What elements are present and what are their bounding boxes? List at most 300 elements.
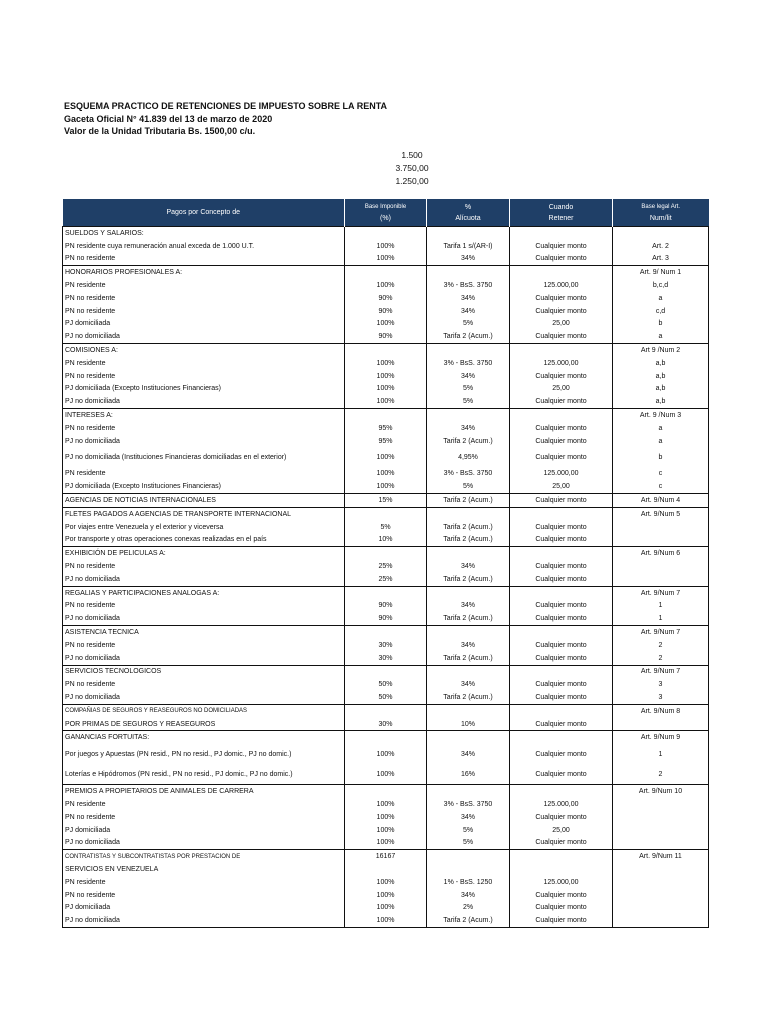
base-legal-cell: Art. 9/Num 7 — [613, 626, 709, 639]
cuando-retener-cell: Cualquier monto — [510, 600, 613, 613]
col-header-concepto: Pagos por Concepto de — [63, 199, 345, 227]
concept-cell: PJ domiciliada (Excepto Instituciones Financieras) — [63, 383, 345, 396]
base-legal-cell — [613, 227, 709, 240]
cuando-retener-cell: 125.000,00 — [510, 798, 613, 811]
alicuota-cell: 34% — [427, 678, 510, 691]
base-legal-cell: Art. 9/Num 9 — [613, 731, 709, 744]
base-cell: 25% — [345, 560, 427, 573]
alicuota-cell: 5% — [427, 383, 510, 396]
cuando-retener-cell: 125.000,00 — [510, 279, 613, 292]
ut-value: 3.750,00 — [395, 163, 429, 173]
base-legal-cell: 1 — [613, 600, 709, 613]
base-cell — [345, 863, 427, 876]
base-cell — [345, 704, 427, 717]
concept-cell: PJ no domiciliada — [63, 395, 345, 408]
base-cell: 100% — [345, 876, 427, 889]
concept-cell: Por viajes entre Venezuela y el exterior y viceversa — [63, 521, 345, 534]
section-row — [63, 850, 709, 863]
base-legal-cell: a,b — [613, 357, 709, 370]
concept-cell: PN no residente — [63, 370, 345, 383]
alicuota-cell: Tarifa 2 (Acum.) — [427, 435, 510, 448]
cuando-retener-cell: Cualquier monto — [510, 639, 613, 652]
table-row — [63, 744, 709, 764]
concept-cell: PN residente — [63, 798, 345, 811]
cuando-retener-cell: 125.000,00 — [510, 468, 613, 481]
base-legal-cell: a — [613, 292, 709, 305]
table-row — [63, 764, 709, 785]
table-row — [63, 395, 709, 408]
concept-cell: PN no residente — [63, 292, 345, 305]
base-legal-cell — [613, 811, 709, 824]
base-cell — [345, 785, 427, 798]
concept-cell: PJ no domiciliada — [63, 573, 345, 586]
alicuota-cell: 34% — [427, 600, 510, 613]
alicuota-cell: Tarifa 2 (Acum.) — [427, 573, 510, 586]
cuando-retener-cell: Cualquier monto — [510, 240, 613, 253]
base-cell — [345, 344, 427, 357]
concept-cell: PN residente cuya remuneración anual exceda de 1.000 U.T. — [63, 240, 345, 253]
alicuota-cell — [427, 227, 510, 240]
alicuota-cell: Tarifa 2 (Acum.) — [427, 914, 510, 927]
table-row — [63, 678, 709, 691]
table-row — [63, 573, 709, 586]
document-header — [64, 100, 387, 138]
base-legal-cell: c — [613, 480, 709, 493]
base-cell: 100% — [345, 798, 427, 811]
alicuota-cell: 34% — [427, 305, 510, 318]
concept-cell: PJ no domiciliada — [63, 612, 345, 625]
base-cell: 100% — [345, 468, 427, 481]
table-row — [63, 357, 709, 370]
cuando-retener-cell: Cualquier monto — [510, 330, 613, 343]
base-legal-cell: Art. 9/Num 5 — [613, 507, 709, 520]
col-header-base: Base Imponible (%) — [345, 199, 427, 227]
base-legal-cell: a,b — [613, 370, 709, 383]
alicuota-cell: 3% - BsS. 3750 — [427, 279, 510, 292]
base-cell — [345, 266, 427, 279]
table-row — [63, 448, 709, 468]
section-row — [63, 507, 709, 520]
concept-cell: PN no residente — [63, 600, 345, 613]
cuando-retener-cell — [510, 547, 613, 560]
base-cell: 90% — [345, 305, 427, 318]
alicuota-cell: Tarifa 2 (Acum.) — [427, 330, 510, 343]
base-legal-cell: 2 — [613, 639, 709, 652]
base-cell — [345, 665, 427, 678]
concept-cell: CONTRATISTAS Y SUBCONTRATISTAS POR PRESTACION DE — [63, 850, 345, 863]
alicuota-cell: 2% — [427, 901, 510, 914]
section-row — [63, 344, 709, 357]
cuando-retener-cell: Cualquier monto — [510, 560, 613, 573]
base-legal-cell — [613, 521, 709, 534]
cuando-retener-cell: Cualquier monto — [510, 494, 613, 508]
base-cell: 100% — [345, 448, 427, 468]
base-cell — [345, 731, 427, 744]
alicuota-cell — [427, 266, 510, 279]
alicuota-cell: 34% — [427, 560, 510, 573]
gaceta-reference: Gaceta Oficial N° 41.839 del 13 de marzo de 2020 — [64, 113, 273, 124]
base-legal-cell: b — [613, 318, 709, 331]
base-legal-cell — [613, 718, 709, 731]
section-row — [63, 266, 709, 279]
cuando-retener-cell — [510, 409, 613, 422]
base-cell — [345, 409, 427, 422]
alicuota-cell: 5% — [427, 318, 510, 331]
base-cell: 15% — [345, 494, 427, 508]
base-cell: 90% — [345, 600, 427, 613]
table-row — [63, 534, 709, 547]
base-legal-cell: a,b — [613, 395, 709, 408]
concept-cell: HONORARIOS PROFESIONALES A: — [63, 266, 345, 279]
table-row — [63, 718, 709, 731]
table-row — [63, 824, 709, 837]
table-row — [63, 798, 709, 811]
section-row — [63, 547, 709, 560]
table-row — [63, 318, 709, 331]
cuando-retener-cell: Cualquier monto — [510, 914, 613, 927]
base-legal-cell — [613, 876, 709, 889]
table-row — [63, 914, 709, 927]
alicuota-cell: 34% — [427, 253, 510, 266]
base-legal-cell: Art. 9/ Num 1 — [613, 266, 709, 279]
table-row — [63, 435, 709, 448]
cuando-retener-cell: Cualquier monto — [510, 889, 613, 902]
base-legal-cell — [613, 889, 709, 902]
alicuota-cell: 3% - BsS. 3750 — [427, 798, 510, 811]
base-cell: 100% — [345, 279, 427, 292]
alicuota-cell: 34% — [427, 889, 510, 902]
base-cell: 100% — [345, 383, 427, 396]
concept-cell: PN no residente — [63, 422, 345, 435]
concept-cell: PJ domiciliada — [63, 824, 345, 837]
alicuota-cell — [427, 409, 510, 422]
concept-cell: PN residente — [63, 468, 345, 481]
alicuota-cell: Tarifa 2 (Acum.) — [427, 494, 510, 508]
table-row — [63, 305, 709, 318]
cuando-retener-cell: Cualquier monto — [510, 448, 613, 468]
cuando-retener-cell: Cualquier monto — [510, 811, 613, 824]
base-legal-cell: a — [613, 435, 709, 448]
base-cell — [345, 227, 427, 240]
document-title: ESQUEMA PRACTICO DE RETENCIONES DE IMPUESTO SOBRE LA RENTA — [64, 101, 388, 111]
alicuota-cell — [427, 547, 510, 560]
section-row — [63, 494, 709, 508]
base-cell: 100% — [345, 253, 427, 266]
base-cell: 10% — [345, 534, 427, 547]
table-row — [63, 811, 709, 824]
section-row — [63, 227, 709, 240]
table-row — [63, 240, 709, 253]
cuando-retener-cell: Cualquier monto — [510, 718, 613, 731]
base-legal-cell — [613, 824, 709, 837]
base-legal-cell: Art. 3 — [613, 253, 709, 266]
table-row — [63, 422, 709, 435]
concept-cell: PJ domiciliada — [63, 901, 345, 914]
alicuota-cell: 10% — [427, 718, 510, 731]
cuando-retener-cell: Cualquier monto — [510, 691, 613, 704]
base-cell: 30% — [345, 652, 427, 665]
alicuota-cell: 34% — [427, 811, 510, 824]
retention-table — [62, 199, 709, 928]
cuando-retener-cell: Cualquier monto — [510, 612, 613, 625]
concept-cell: PJ no domiciliada — [63, 330, 345, 343]
base-legal-cell: Art. 9/Num 4 — [613, 494, 709, 508]
concept-cell: COMISIONES A: — [63, 344, 345, 357]
base-cell — [345, 507, 427, 520]
alicuota-cell: 16% — [427, 764, 510, 785]
base-legal-cell: c — [613, 468, 709, 481]
section-row — [63, 731, 709, 744]
alicuota-cell — [427, 704, 510, 717]
alicuota-cell: 5% — [427, 395, 510, 408]
base-cell: 100% — [345, 901, 427, 914]
cuando-retener-cell: Cualquier monto — [510, 534, 613, 547]
base-cell: 100% — [345, 824, 427, 837]
base-cell: 30% — [345, 718, 427, 731]
base-legal-cell — [613, 914, 709, 927]
cuando-retener-cell: Cualquier monto — [510, 836, 613, 849]
table-row — [63, 600, 709, 613]
alicuota-cell: 34% — [427, 744, 510, 764]
concept-cell: PJ no domiciliada — [63, 914, 345, 927]
concept-cell: AGENCIAS DE NOTICIAS INTERNACIONALES — [63, 494, 345, 508]
concept-cell: PJ no domiciliada — [63, 435, 345, 448]
section-row — [63, 785, 709, 798]
table-row — [63, 876, 709, 889]
section-row — [63, 665, 709, 678]
alicuota-cell — [427, 626, 510, 639]
base-legal-cell: 2 — [613, 764, 709, 785]
base-cell: 30% — [345, 639, 427, 652]
base-legal-cell — [613, 534, 709, 547]
table-row — [63, 279, 709, 292]
base-legal-cell — [613, 901, 709, 914]
base-legal-cell: a — [613, 330, 709, 343]
base-cell: 100% — [345, 357, 427, 370]
base-cell: 100% — [345, 370, 427, 383]
cuando-retener-cell: Cualquier monto — [510, 573, 613, 586]
concept-cell: GANANCIAS FORTUITAS: — [63, 731, 345, 744]
base-legal-cell — [613, 560, 709, 573]
table-row — [63, 383, 709, 396]
cuando-retener-cell — [510, 850, 613, 863]
unidad-tributaria-value: Valor de la Unidad Tributaria Bs. 1500,00 c/u. — [64, 126, 256, 136]
cuando-retener-cell: 25,00 — [510, 480, 613, 493]
base-legal-cell: a — [613, 422, 709, 435]
cuando-retener-cell: 125.000,00 — [510, 357, 613, 370]
cuando-retener-cell: Cualquier monto — [510, 422, 613, 435]
table-row — [63, 480, 709, 493]
cuando-retener-cell: 25,00 — [510, 318, 613, 331]
base-legal-cell: Art. 2 — [613, 240, 709, 253]
concept-cell: PN no residente — [63, 253, 345, 266]
alicuota-cell: 5% — [427, 480, 510, 493]
base-legal-cell: Art. 9/Num 7 — [613, 665, 709, 678]
cuando-retener-cell: Cualquier monto — [510, 305, 613, 318]
alicuota-cell — [427, 731, 510, 744]
base-legal-cell: c,d — [613, 305, 709, 318]
base-cell: 100% — [345, 744, 427, 764]
concept-cell: PREMIOS A PROPIETARIOS DE ANIMALES DE CARRERA — [63, 785, 345, 798]
concept-cell: PN no residente — [63, 889, 345, 902]
section-row — [63, 704, 709, 717]
cuando-retener-cell — [510, 266, 613, 279]
concept-cell: EXHIBICIÓN DE PELICULAS A: — [63, 547, 345, 560]
concept-cell: POR PRIMAS DE SEGUROS Y REASEGUROS — [63, 718, 345, 731]
cuando-retener-cell — [510, 507, 613, 520]
alicuota-cell: 5% — [427, 824, 510, 837]
cuando-retener-cell: Cualquier monto — [510, 764, 613, 785]
base-legal-cell — [613, 863, 709, 876]
cuando-retener-cell: Cualquier monto — [510, 652, 613, 665]
cuando-retener-cell: Cualquier monto — [510, 370, 613, 383]
base-legal-cell — [613, 798, 709, 811]
table-row — [63, 863, 709, 876]
base-legal-cell: b — [613, 448, 709, 468]
concept-cell: PN no residente — [63, 560, 345, 573]
cuando-retener-cell — [510, 665, 613, 678]
alicuota-cell: 4,95% — [427, 448, 510, 468]
table-row — [63, 889, 709, 902]
ut-value: 1.500 — [401, 150, 423, 160]
alicuota-cell: Tarifa 2 (Acum.) — [427, 534, 510, 547]
alicuota-cell: 34% — [427, 370, 510, 383]
concept-cell: PJ no domiciliada — [63, 652, 345, 665]
concept-cell: SUELDOS Y SALARIOS: — [63, 227, 345, 240]
concept-cell: PJ domiciliada — [63, 318, 345, 331]
base-cell: 50% — [345, 678, 427, 691]
alicuota-cell — [427, 665, 510, 678]
cuando-retener-cell — [510, 586, 613, 599]
table-row — [63, 521, 709, 534]
cuando-retener-cell: Cualquier monto — [510, 901, 613, 914]
base-cell: 100% — [345, 914, 427, 927]
table-row — [63, 836, 709, 849]
base-cell: 90% — [345, 612, 427, 625]
base-legal-cell: Art. 9/Num 8 — [613, 704, 709, 717]
cuando-retener-cell: Cualquier monto — [510, 678, 613, 691]
base-cell: 100% — [345, 836, 427, 849]
base-cell: 16167 — [345, 850, 427, 863]
base-legal-cell: 2 — [613, 652, 709, 665]
ut-value: 1.250,00 — [395, 176, 429, 186]
base-cell: 95% — [345, 422, 427, 435]
alicuota-cell: 5% — [427, 836, 510, 849]
cuando-retener-cell: 125.000,00 — [510, 876, 613, 889]
base-cell — [345, 586, 427, 599]
concept-cell: FLETES PAGADOS A AGENCIAS DE TRANSPORTE INTERNACIONAL — [63, 507, 345, 520]
cuando-retener-cell — [510, 227, 613, 240]
base-cell: 100% — [345, 764, 427, 785]
table-header — [63, 199, 709, 227]
alicuota-cell: 34% — [427, 639, 510, 652]
base-cell: 100% — [345, 318, 427, 331]
concept-cell: PN no residente — [63, 678, 345, 691]
base-legal-cell: Art. 9/Num 7 — [613, 586, 709, 599]
alicuota-cell: 3% - BsS. 3750 — [427, 468, 510, 481]
cuando-retener-cell: Cualquier monto — [510, 395, 613, 408]
base-legal-cell: 3 — [613, 691, 709, 704]
base-legal-cell: b,c,d — [613, 279, 709, 292]
table-body — [63, 227, 709, 928]
concept-cell: ASISTENCIA TECNICA — [63, 626, 345, 639]
alicuota-cell: 1% - BsS. 1250 — [427, 876, 510, 889]
alicuota-cell — [427, 507, 510, 520]
table-row — [63, 253, 709, 266]
base-cell: 100% — [345, 889, 427, 902]
base-cell: 5% — [345, 521, 427, 534]
table-row — [63, 901, 709, 914]
alicuota-cell: 34% — [427, 422, 510, 435]
base-legal-cell: a,b — [613, 383, 709, 396]
alicuota-cell: Tarifa 2 (Acum.) — [427, 652, 510, 665]
alicuota-cell: 3% - BsS. 3750 — [427, 357, 510, 370]
section-row — [63, 586, 709, 599]
concept-cell: Loterías e Hipódromos (PN resid., PN no resid., PJ domic., PJ no domic.) — [63, 764, 345, 785]
table-row — [63, 370, 709, 383]
alicuota-cell: Tarifa 2 (Acum.) — [427, 521, 510, 534]
table-row — [63, 330, 709, 343]
base-legal-cell: 3 — [613, 678, 709, 691]
table-row — [63, 691, 709, 704]
cuando-retener-cell: Cualquier monto — [510, 292, 613, 305]
concept-cell: PN no residente — [63, 305, 345, 318]
col-header-cuando: Cuando Retener — [510, 199, 613, 227]
base-cell: 90% — [345, 330, 427, 343]
base-cell — [345, 547, 427, 560]
base-cell: 50% — [345, 691, 427, 704]
alicuota-cell — [427, 344, 510, 357]
concept-cell: PN no residente — [63, 639, 345, 652]
concept-cell: SERVICIOS TECNOLOGICOS — [63, 665, 345, 678]
concept-cell: PN residente — [63, 357, 345, 370]
concept-cell: Por transporte y otras operaciones conexas realizadas en el país — [63, 534, 345, 547]
ut-values-block — [372, 149, 452, 188]
concept-cell: PN no residente — [63, 811, 345, 824]
base-cell: 25% — [345, 573, 427, 586]
base-cell: 100% — [345, 480, 427, 493]
concept-cell: PJ domiciliada (Excepto Instituciones Financieras) — [63, 480, 345, 493]
cuando-retener-cell — [510, 344, 613, 357]
col-header-alicuota: % Alícuota — [427, 199, 510, 227]
base-legal-cell: 1 — [613, 744, 709, 764]
col-header-base-legal: Base legal Art. Num/lit — [613, 199, 709, 227]
base-legal-cell: Art. 9/Num 11 — [613, 850, 709, 863]
section-row — [63, 626, 709, 639]
base-legal-cell: Art 9 /Num 2 — [613, 344, 709, 357]
table-row — [63, 292, 709, 305]
base-legal-cell: Art. 9/Num 6 — [613, 547, 709, 560]
base-cell: 90% — [345, 292, 427, 305]
base-cell: 100% — [345, 395, 427, 408]
cuando-retener-cell: 25,00 — [510, 383, 613, 396]
base-cell: 100% — [345, 811, 427, 824]
alicuota-cell: Tarifa 1 s/(AR-I) — [427, 240, 510, 253]
base-legal-cell — [613, 573, 709, 586]
base-cell — [345, 626, 427, 639]
base-cell: 100% — [345, 240, 427, 253]
base-legal-cell: Art. 9 /Num 3 — [613, 409, 709, 422]
cuando-retener-cell — [510, 626, 613, 639]
alicuota-cell — [427, 785, 510, 798]
cuando-retener-cell — [510, 863, 613, 876]
cuando-retener-cell: Cualquier monto — [510, 253, 613, 266]
table-row — [63, 468, 709, 481]
table-row — [63, 652, 709, 665]
concept-cell: SERVICIOS EN VENEZUELA — [63, 863, 345, 876]
cuando-retener-cell: Cualquier monto — [510, 744, 613, 764]
cuando-retener-cell — [510, 785, 613, 798]
